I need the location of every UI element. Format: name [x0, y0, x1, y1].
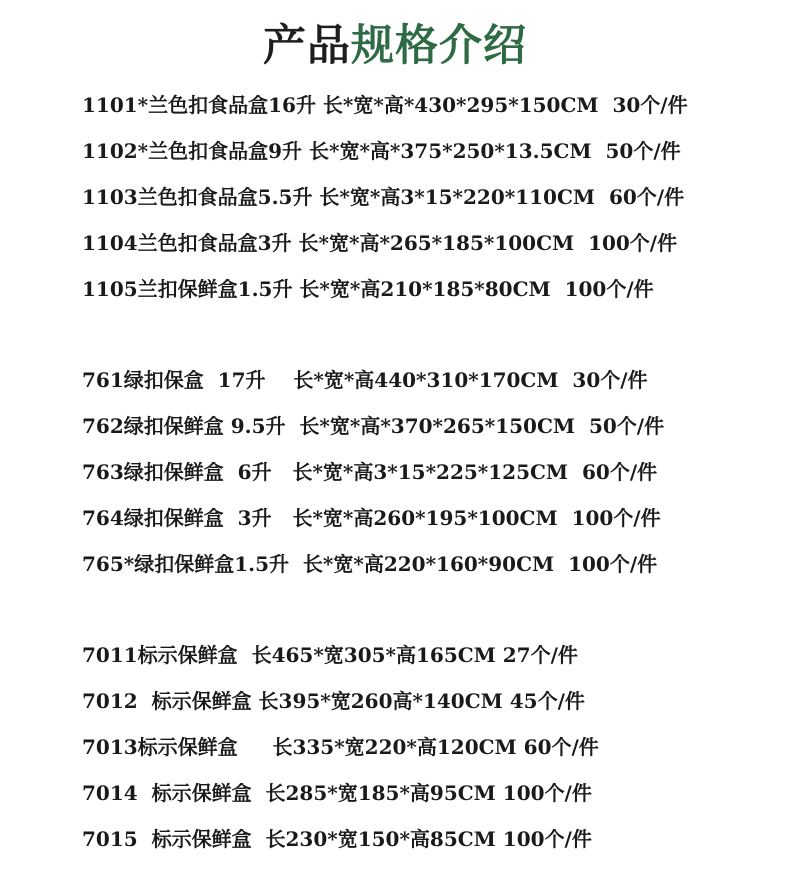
spec-row: 7015 标示保鲜盒 长230*宽150*高85CM 100个/件 — [82, 827, 592, 851]
spec-row: 765*绿扣保鲜盒1.5升 长*宽*高220*160*90CM 100个/件 — [82, 552, 658, 576]
spec-row: 1102*兰色扣食品盒9升 长*宽*高*375*250*13.5CM 50个/件 — [82, 139, 681, 163]
spec-row: 762绿扣保鲜盒 9.5升 长*宽*高*370*265*150CM 50个/件 — [82, 414, 665, 438]
spec-row: 1101*兰色扣食品盒16升 长*宽*高*430*295*150CM 30个/件 — [82, 93, 688, 117]
spec-row: 7011标示保鲜盒 长465*宽305*高165CM 27个/件 — [82, 643, 578, 667]
spec-row: 1103兰色扣食品盒5.5升 长*宽*高3*15*220*110CM 60个/件 — [82, 185, 685, 209]
spec-row: 763绿扣保鲜盒 6升 长*宽*高3*15*225*125CM 60个/件 — [82, 460, 658, 484]
page-title-part1: 产品 — [263, 21, 351, 71]
spec-row: 1104兰色扣食品盒3升 长*宽*高*265*185*100CM 100个/件 — [82, 231, 678, 255]
spec-row: 1105兰扣保鲜盒1.5升 长*宽*高210*185*80CM 100个/件 — [82, 277, 654, 301]
spec-row: 764绿扣保鲜盒 3升 长*宽*高260*195*100CM 100个/件 — [82, 506, 661, 530]
spec-row: 7013标示保鲜盒 长335*宽220*高120CM 60个/件 — [82, 735, 599, 759]
page-title — [0, 16, 790, 76]
page-title-part2: 规格介绍 — [351, 21, 527, 71]
spec-row: 7012 标示保鲜盒 长395*宽260高*140CM 45个/件 — [82, 689, 585, 713]
spec-row: 761绿扣保盒 17升 长*宽*高440*310*170CM 30个/件 — [82, 368, 648, 392]
spec-row: 7014 标示保鲜盒 长285*宽185*高95CM 100个/件 — [82, 781, 592, 805]
